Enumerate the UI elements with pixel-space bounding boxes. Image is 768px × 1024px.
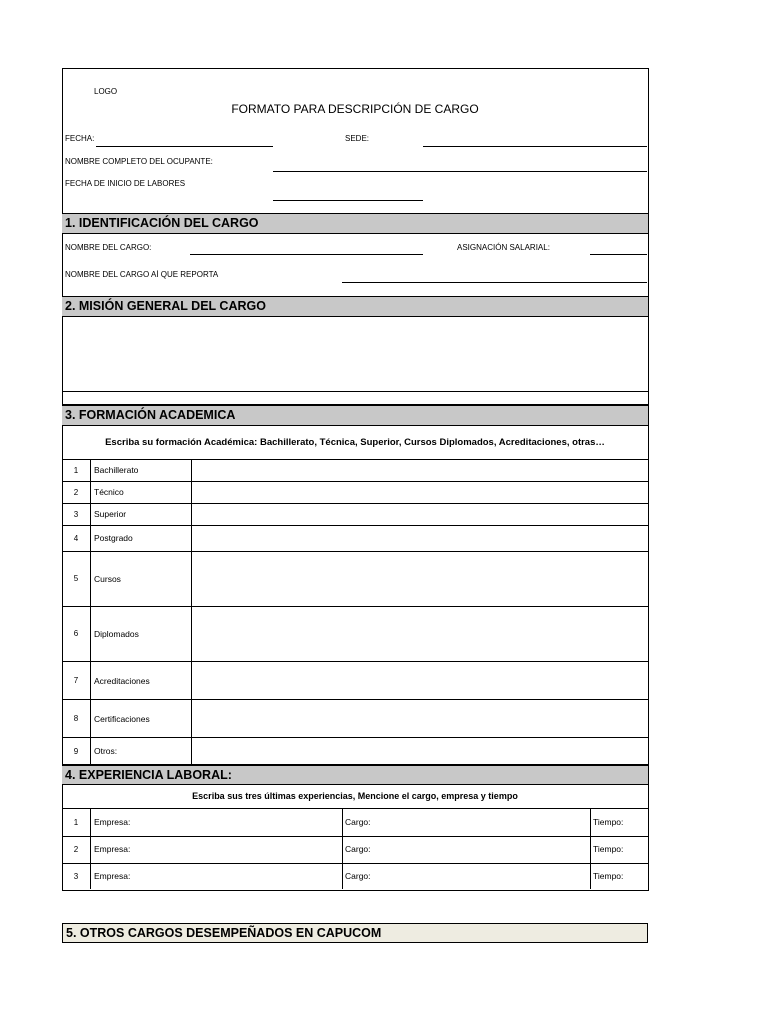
row-label: Acreditaciones	[94, 676, 150, 686]
section5-header: 5. OTROS CARGOS DESEMPEÑADOS EN CAPUCOM	[62, 923, 648, 943]
divider	[62, 836, 648, 837]
divider	[62, 391, 648, 392]
tiempo-label: Tiempo:	[593, 844, 624, 854]
cursos-field[interactable]	[192, 552, 647, 606]
mision-textarea[interactable]	[62, 317, 648, 391]
row-number: 2	[73, 845, 79, 854]
row-number: 1	[73, 818, 79, 827]
section2-header: 2. MISIÓN GENERAL DEL CARGO	[62, 296, 648, 317]
row-number: 2	[73, 488, 79, 497]
inicio-field[interactable]	[273, 200, 423, 201]
empresa-label: Empresa:	[94, 871, 131, 881]
fecha-field[interactable]	[96, 146, 273, 147]
row-number: 8	[73, 714, 79, 723]
row-label: Técnico	[94, 487, 124, 497]
divider	[62, 808, 648, 809]
row-number: 1	[73, 466, 79, 475]
ocupante-label: NOMBRE COMPLETO DEL OCUPANTE:	[65, 157, 213, 166]
logo-text: LOGO	[94, 87, 118, 96]
row-label: Superior	[94, 509, 127, 519]
row-number: 3	[73, 872, 79, 881]
divider	[90, 459, 91, 764]
row-number: 6	[73, 629, 79, 638]
section4-header: 4. EXPERIENCIA LABORAL:	[62, 765, 648, 785]
divider	[62, 863, 648, 864]
fecha-label: FECHA:	[65, 134, 95, 143]
inicio-label: FECHA DE INICIO DE LABORES	[65, 179, 186, 188]
row-label: Diplomados	[94, 629, 139, 639]
cargo-label: Cargo:	[345, 844, 371, 854]
row-label: Postgrado	[94, 533, 133, 543]
sede-label: SEDE:	[345, 134, 370, 143]
certificaciones-field[interactable]	[192, 700, 647, 737]
empresa-label: Empresa:	[94, 844, 131, 854]
superior-field[interactable]	[192, 504, 647, 525]
asignacion-label: ASIGNACIÓN SALARIAL:	[457, 243, 550, 252]
asignacion-field[interactable]	[590, 254, 647, 255]
sede-field[interactable]	[423, 146, 647, 147]
otros-field[interactable]	[192, 738, 647, 764]
section3-header: 3. FORMACIÓN ACADEMICA	[62, 405, 648, 426]
cargo-label: Cargo:	[345, 871, 371, 881]
empresa-label: Empresa:	[94, 817, 131, 827]
postgrado-field[interactable]	[192, 526, 647, 551]
row-label: Otros:	[94, 746, 118, 756]
reporta-label: NOMBRE DEL CARGO Aİ QUE REPORTA	[65, 270, 219, 279]
ocupante-field[interactable]	[273, 171, 647, 172]
cargo-label: Cargo:	[345, 817, 371, 827]
divider	[90, 808, 91, 889]
form-title: FORMATO PARA DESCRIPCIÓN DE CARGO	[231, 102, 479, 116]
reporta-field[interactable]	[342, 282, 647, 283]
bachillerato-field[interactable]	[192, 460, 647, 481]
section4-instruction: Escriba sus tres últimas experiencias, Mencione el cargo, empresa y tiempo	[192, 791, 518, 801]
divider	[342, 808, 343, 889]
row-number: 9	[73, 747, 79, 756]
acreditaciones-field[interactable]	[192, 662, 647, 699]
row-label: Cursos	[94, 574, 121, 584]
nombre-cargo-label: NOMBRE DEL CARGO:	[65, 243, 152, 252]
row-number: 3	[73, 510, 79, 519]
nombre-cargo-field[interactable]	[190, 254, 423, 255]
tecnico-field[interactable]	[192, 482, 647, 503]
tiempo-label: Tiempo:	[593, 871, 624, 881]
section3-instruction: Escriba su formación Académica: Bachillerato, Técnica, Superior, Cursos Diplomados, Acreditaciones, otras…	[105, 437, 605, 448]
row-label: Bachillerato	[94, 465, 139, 475]
section1-header: 1. IDENTIFICACIÓN DEL CARGO	[62, 213, 648, 234]
divider	[590, 808, 591, 889]
row-label: Certificaciones	[94, 714, 150, 724]
tiempo-label: Tiempo:	[593, 817, 624, 827]
row-number: 5	[73, 574, 79, 583]
row-number: 4	[73, 534, 79, 543]
row-number: 7	[73, 676, 79, 685]
diplomados-field[interactable]	[192, 607, 647, 661]
